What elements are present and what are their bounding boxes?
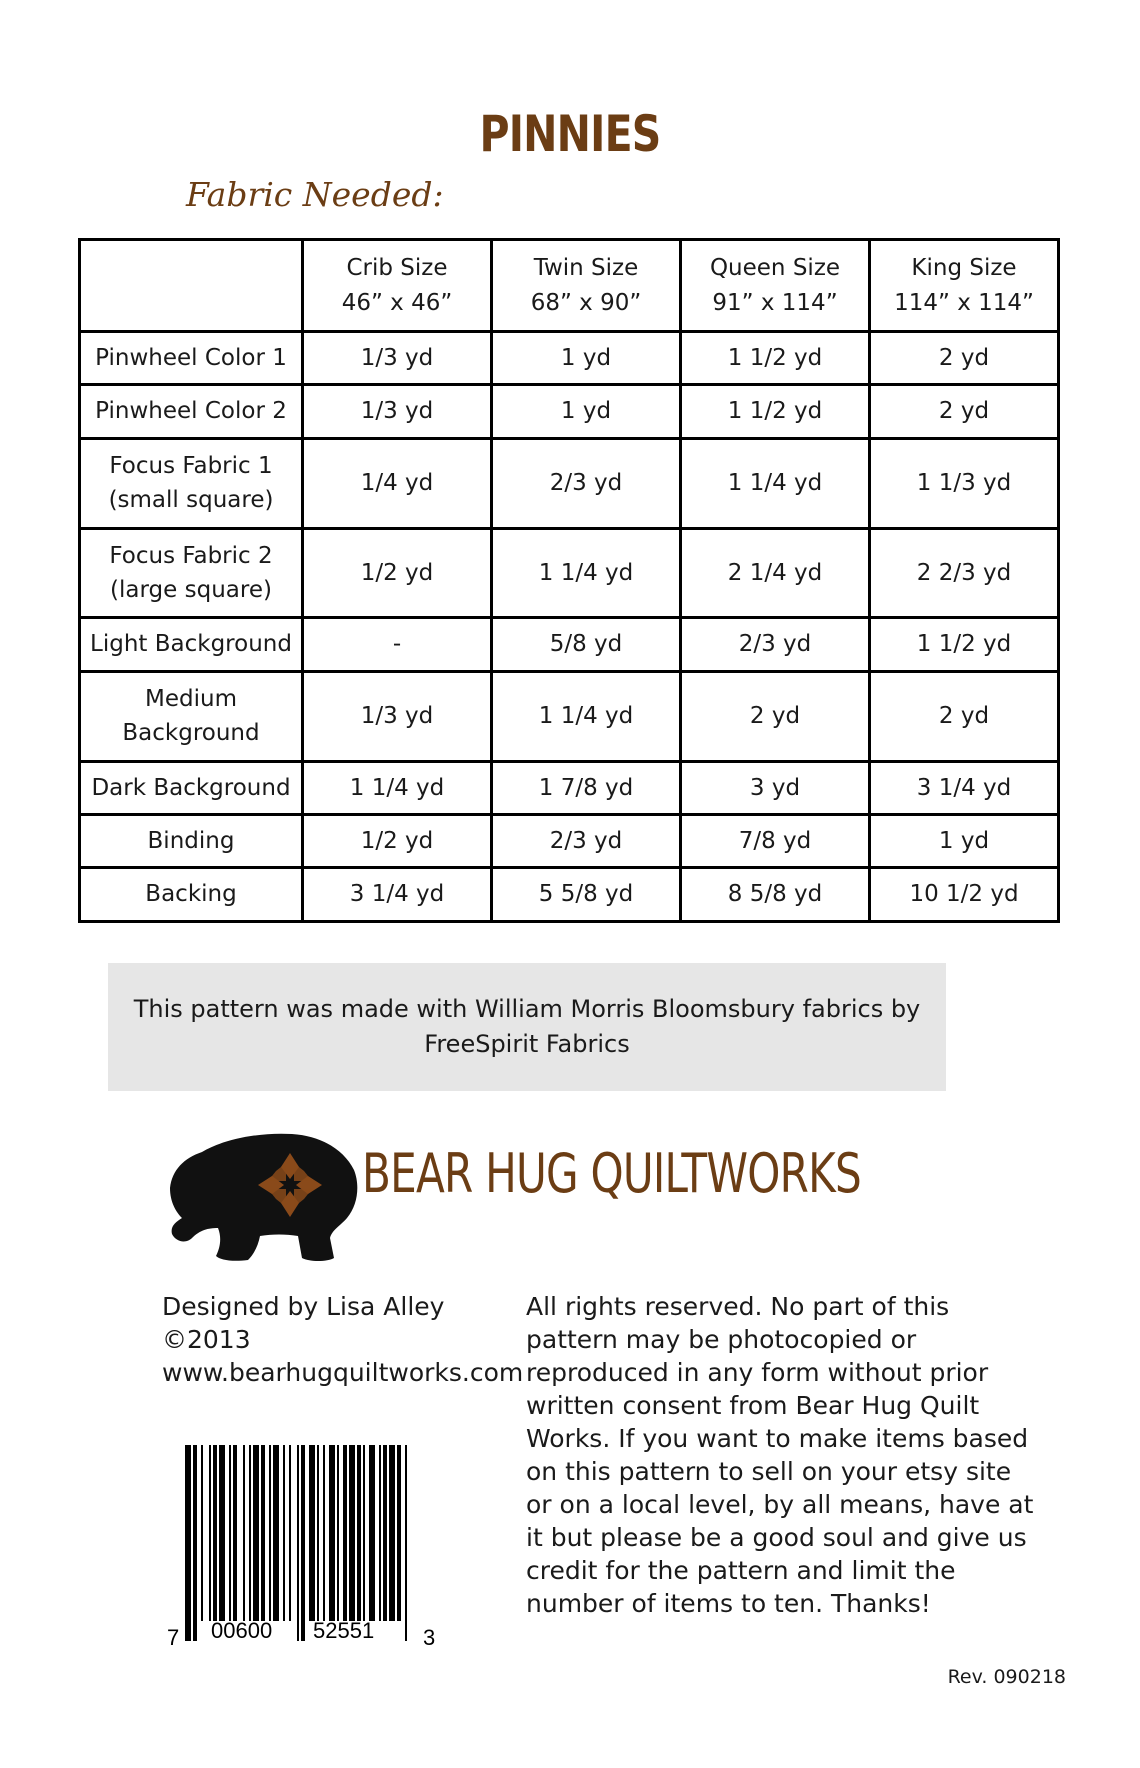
table-cell: 2/3 yd bbox=[492, 438, 681, 528]
table-cell: 2 2/3 yd bbox=[870, 528, 1059, 618]
row-label: Dark Background bbox=[80, 761, 303, 814]
table-cell: 1 1/2 yd bbox=[870, 618, 1059, 671]
header-corner-cell bbox=[80, 240, 303, 332]
barcode-bar bbox=[379, 1445, 381, 1621]
barcode-left-digit: 7 bbox=[167, 1625, 180, 1650]
brand-logo-text: BEAR HUG QUILTWORKS bbox=[362, 1142, 861, 1205]
table-row bbox=[80, 868, 1059, 922]
column-name: Crib Size bbox=[346, 255, 448, 281]
header-twin bbox=[492, 240, 681, 332]
table-row bbox=[80, 618, 1059, 671]
table-cell: 2 yd bbox=[681, 671, 870, 761]
table-cell: 2 yd bbox=[870, 332, 1059, 385]
barcode-bar bbox=[389, 1445, 395, 1621]
column-dims: 46” x 46” bbox=[341, 289, 453, 316]
barcode-bar bbox=[213, 1445, 217, 1621]
barcode-bar bbox=[349, 1445, 355, 1621]
table-cell: 1 1/2 yd bbox=[681, 385, 870, 438]
row-label: Pinwheel Color 1 bbox=[80, 332, 303, 385]
table-cell: 5 5/8 yd bbox=[492, 868, 681, 922]
barcode-bar bbox=[233, 1445, 237, 1621]
barcode-bar bbox=[253, 1445, 259, 1621]
designer-credit: Designed by Lisa Alley bbox=[162, 1292, 445, 1321]
barcode-bar bbox=[209, 1445, 211, 1621]
barcode-bar bbox=[193, 1445, 197, 1641]
table-row bbox=[80, 332, 1059, 385]
table-cell: 1/4 yd bbox=[303, 438, 492, 528]
table-cell: 1 1/2 yd bbox=[681, 332, 870, 385]
fabric-note-text: This pattern was made with William Morris Bloomsbury fabrics by FreeSpirit Fabrics bbox=[133, 995, 921, 1058]
table-cell: 1 yd bbox=[870, 815, 1059, 868]
table-cell: 2 1/4 yd bbox=[681, 528, 870, 618]
barcode-right-digit: 3 bbox=[423, 1625, 436, 1650]
table-cell: 1 1/4 yd bbox=[681, 438, 870, 528]
fabric-requirements-table bbox=[78, 238, 1060, 923]
barcode-bar bbox=[309, 1445, 315, 1621]
column-name: King Size bbox=[911, 255, 1017, 281]
barcode-bar bbox=[383, 1445, 387, 1621]
table-cell: 2 yd bbox=[870, 385, 1059, 438]
fabric-needed-heading: Fabric Needed: bbox=[186, 175, 444, 214]
table-cell: 1/2 yd bbox=[303, 815, 492, 868]
table-row bbox=[80, 438, 1059, 528]
revision-label: Rev. 090218 bbox=[947, 1666, 1066, 1688]
barcode-bar bbox=[289, 1445, 291, 1621]
page-title: PINNIES bbox=[479, 105, 661, 163]
table-cell: 3 1/4 yd bbox=[303, 868, 492, 922]
barcode-bar bbox=[343, 1445, 347, 1621]
barcode-bar bbox=[283, 1445, 285, 1621]
table-row bbox=[80, 815, 1059, 868]
website-link[interactable]: www.bearhugquiltworks.com bbox=[162, 1358, 524, 1387]
barcode-bar bbox=[301, 1445, 305, 1641]
table-cell: 1 yd bbox=[492, 385, 681, 438]
table-cell: 2 yd bbox=[870, 671, 1059, 761]
table-cell: 2/3 yd bbox=[492, 815, 681, 868]
table-cell: 1/3 yd bbox=[303, 671, 492, 761]
table-row bbox=[80, 761, 1059, 814]
barcode-bar bbox=[243, 1445, 245, 1621]
barcode-bar bbox=[337, 1445, 339, 1621]
barcode-bar bbox=[219, 1445, 225, 1621]
barcode-bar bbox=[261, 1445, 265, 1621]
barcode-icon bbox=[165, 1445, 445, 1650]
barcode-bar bbox=[185, 1445, 191, 1641]
table-cell: 3 yd bbox=[681, 761, 870, 814]
table-row bbox=[80, 385, 1059, 438]
barcode-bar bbox=[229, 1445, 231, 1621]
column-dims: 68” x 90” bbox=[530, 289, 642, 316]
barcode-bar bbox=[329, 1445, 335, 1621]
table-cell: 1 1/4 yd bbox=[303, 761, 492, 814]
table-cell: 2/3 yd bbox=[681, 618, 870, 671]
credits-block bbox=[162, 1290, 523, 1389]
bear-icon bbox=[162, 1130, 362, 1265]
header-king bbox=[870, 240, 1059, 332]
table-cell: 1 1/3 yd bbox=[870, 438, 1059, 528]
row-label: Backing bbox=[80, 868, 303, 922]
barcode-bar bbox=[323, 1445, 325, 1621]
table-cell: 1 7/8 yd bbox=[492, 761, 681, 814]
barcode-bar bbox=[317, 1445, 319, 1621]
header-crib bbox=[303, 240, 492, 332]
table-header-row bbox=[80, 240, 1059, 332]
table-cell: 5/8 yd bbox=[492, 618, 681, 671]
row-label: Focus Fabric 2 (large square) bbox=[80, 528, 303, 618]
table-cell: 1 yd bbox=[492, 332, 681, 385]
table-cell: 1/2 yd bbox=[303, 528, 492, 618]
column-name: Twin Size bbox=[533, 255, 639, 281]
row-label: Binding bbox=[80, 815, 303, 868]
column-dims: 91” x 114” bbox=[712, 289, 838, 316]
table-cell: 8 5/8 yd bbox=[681, 868, 870, 922]
column-dims: 114” x 114” bbox=[894, 289, 1034, 316]
barcode-bar bbox=[249, 1445, 251, 1621]
copyright-year: ©2013 bbox=[162, 1325, 251, 1354]
row-label: Light Background bbox=[80, 618, 303, 671]
table-cell: 1/3 yd bbox=[303, 385, 492, 438]
barcode-bar bbox=[363, 1445, 365, 1621]
barcode-bar bbox=[201, 1445, 203, 1621]
barcode-bar bbox=[269, 1445, 271, 1621]
barcode-bar bbox=[357, 1445, 361, 1621]
table-cell: 1/3 yd bbox=[303, 332, 492, 385]
row-label: Focus Fabric 1 (small square) bbox=[80, 438, 303, 528]
table-cell: 3 1/4 yd bbox=[870, 761, 1059, 814]
rights-notice: All rights reserved. No part of this pattern may be photocopied or reproduced in any form without prior written consent from Bear Hug Quilt Works. If you want to make items based on this pattern to sell on your etsy site or on a local level, by all means, have at it but please be a good soul and give us credit for the pattern and limit the number of items to ten. Thanks! bbox=[526, 1292, 1034, 1618]
table-row bbox=[80, 528, 1059, 618]
fabric-note-box bbox=[108, 963, 946, 1091]
row-label: Pinwheel Color 2 bbox=[80, 385, 303, 438]
table-cell: 1 1/4 yd bbox=[492, 671, 681, 761]
barcode-group-1: 00600 bbox=[211, 1618, 273, 1643]
barcode-bar bbox=[369, 1445, 375, 1621]
barcode-bar bbox=[397, 1445, 401, 1621]
row-label: Medium Background bbox=[80, 671, 303, 761]
barcode-bar bbox=[273, 1445, 279, 1621]
table-cell: - bbox=[303, 618, 492, 671]
table-cell: 10 1/2 yd bbox=[870, 868, 1059, 922]
column-name: Queen Size bbox=[709, 255, 841, 281]
barcode-bar bbox=[297, 1445, 299, 1641]
table-cell: 1 1/4 yd bbox=[492, 528, 681, 618]
barcode-bar bbox=[405, 1445, 407, 1641]
barcode-group-2: 52551 bbox=[313, 1618, 375, 1643]
table-cell: 7/8 yd bbox=[681, 815, 870, 868]
header-queen bbox=[681, 240, 870, 332]
table-row bbox=[80, 671, 1059, 761]
